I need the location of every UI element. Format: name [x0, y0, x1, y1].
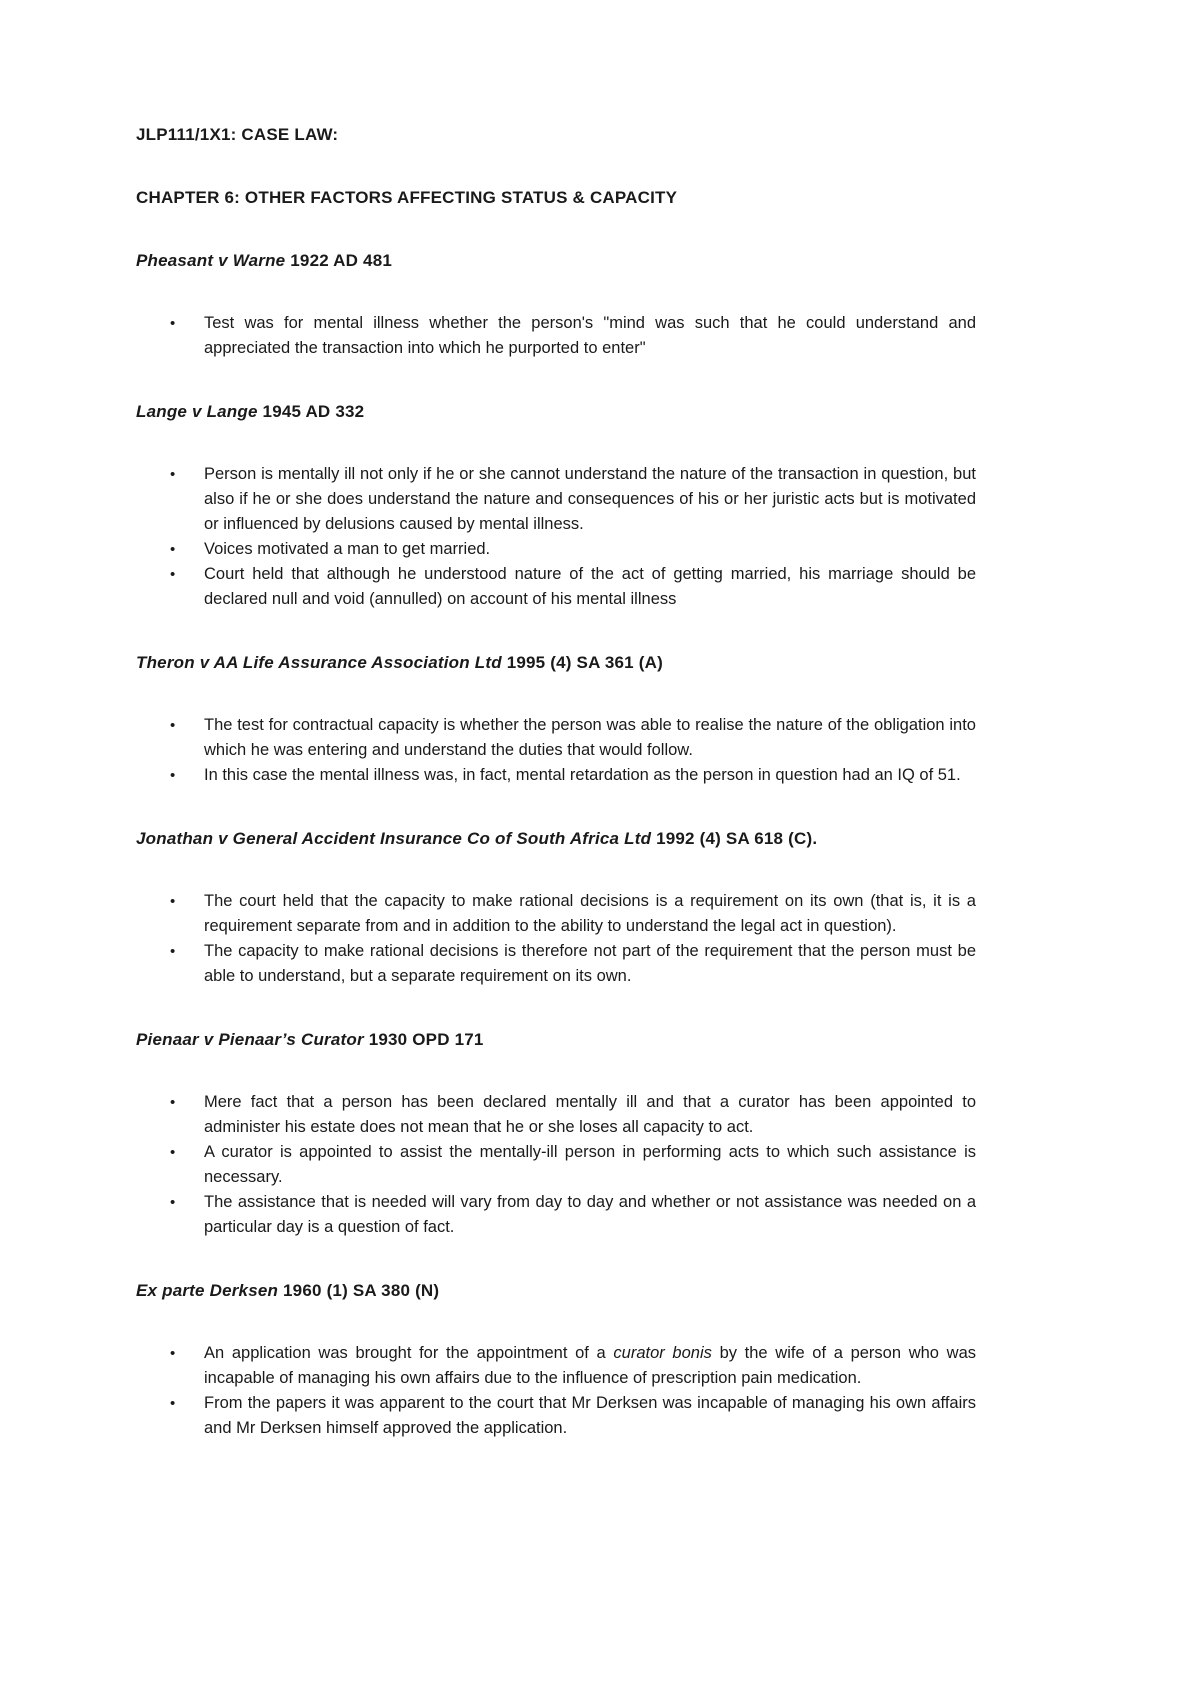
bullet-list — [136, 1341, 976, 1441]
case-heading — [136, 1278, 976, 1303]
case-section-pheasant-v-warne — [136, 248, 976, 361]
case-section-lange-v-lange — [136, 399, 976, 612]
bullet-item: • A curator is appointed to assist the mentally-ill person in performing acts to which such assistance is necessary. — [204, 1140, 976, 1190]
bullet-list — [136, 1090, 976, 1240]
case-heading — [136, 826, 976, 851]
bullet-item: • Court held that although he understood nature of the act of getting married, his marriage should be declared null and void (annulled) on account of his mental illness — [204, 562, 976, 612]
case-heading — [136, 650, 976, 675]
bullet-item: • Person is mentally ill not only if he or she cannot understand the nature of the transaction in question, but also if he or she does understand the nature and consequences of his or her juristic acts but is motivated or influenced by delusions caused by mental illness. — [204, 462, 976, 537]
bullet-list — [136, 462, 976, 612]
case-name: Jonathan v General Accident Insurance Co of South Africa Ltd — [136, 829, 652, 848]
case-citation: 1995 (4) SA 361 (A) — [501, 653, 663, 672]
case-citation: 1992 (4) SA 618 (C). — [651, 829, 818, 848]
case-citation: 1930 OPD 171 — [363, 1030, 484, 1049]
bullet-item: • The capacity to make rational decisions is therefore not part of the requirement that the person must be able to understand, but a separate requirement on its own. — [204, 939, 976, 989]
bullet-item: • The assistance that is needed will vary from day to day and whether or not assistance was needed on a particular day is a question of fact. — [204, 1190, 976, 1240]
case-section-pienaar-v-pienaars-curator — [136, 1027, 976, 1240]
bullet-item: • In this case the mental illness was, in fact, mental retardation as the person in question had an IQ of 51. — [204, 763, 976, 788]
bullet-list — [136, 713, 976, 788]
bullet-text: An application was brought for the appointment of a — [204, 1344, 614, 1362]
case-name: Lange v Lange — [136, 402, 258, 421]
case-name: Pienaar v Pienaar’s Curator — [136, 1030, 364, 1049]
bullet-item: • The court held that the capacity to make rational decisions is a requirement on its own (that is, it is a requirement separate from and in addition to the ability to understand the legal act in question). — [204, 889, 976, 939]
case-section-theron-v-aa-life — [136, 650, 976, 788]
bullet-item: • Voices motivated a man to get married. — [204, 537, 976, 562]
bullet-item: • Mere fact that a person has been declared mentally ill and that a curator has been appointed to administer his estate does not mean that he or she loses all capacity to act. — [204, 1090, 976, 1140]
chapter-heading: CHAPTER 6: OTHER FACTORS AFFECTING STATUS & CAPACITY — [136, 188, 678, 207]
bullet-item: • Test was for mental illness whether the person's "mind was such that he could understand and appreciated the transaction into which he purported to enter" — [204, 311, 976, 361]
case-citation: 1945 AD 332 — [257, 402, 365, 421]
case-citation: 1922 AD 481 — [285, 251, 393, 270]
bullet-item — [204, 1341, 976, 1391]
bullet-item: • From the papers it was apparent to the court that Mr Derksen was incapable of managing his own affairs and Mr Derksen himself approved the application. — [204, 1391, 976, 1441]
bullet-list — [136, 889, 976, 989]
latin-term: curator bonis — [613, 1344, 712, 1362]
bullet-text: by the wife of a person who was incapable of managing his own affairs due to the influence of prescription pain medication. — [204, 1344, 976, 1387]
bullet-item: • The test for contractual capacity is whether the person was able to realise the nature of the obligation into which he was entering and understand the duties that would follow. — [204, 713, 976, 763]
case-section-jonathan-v-general-accident — [136, 826, 976, 989]
bullet-list — [136, 311, 976, 361]
case-name: Theron v AA Life Assurance Association Ltd — [136, 653, 502, 672]
case-name: Pheasant v Warne — [136, 251, 286, 270]
course-title: JLP111/1X1: CASE LAW: — [136, 125, 339, 144]
case-name: Ex parte Derksen — [136, 1281, 279, 1300]
case-heading — [136, 248, 976, 273]
case-heading — [136, 1027, 976, 1052]
case-citation: 1960 (1) SA 380 (N) — [278, 1281, 440, 1300]
case-section-ex-parte-derksen — [136, 1278, 976, 1441]
case-heading — [136, 399, 976, 424]
